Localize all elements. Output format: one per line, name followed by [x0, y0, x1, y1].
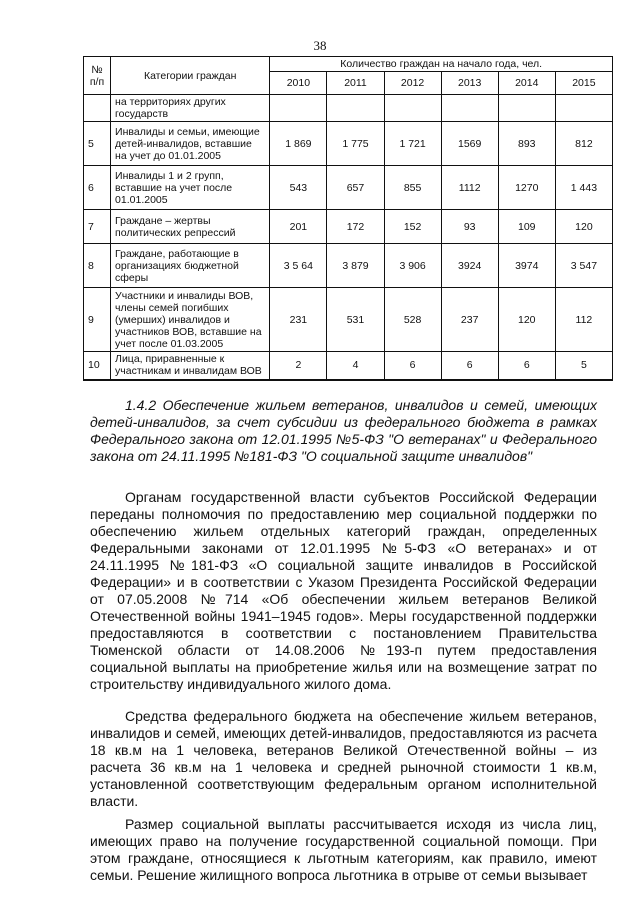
row-value: 1 721	[384, 122, 441, 166]
header-year: 2014	[498, 72, 555, 95]
table-header-row	[84, 57, 613, 72]
row-value	[498, 95, 555, 122]
row-value: 6	[384, 352, 441, 380]
row-value: 657	[327, 166, 384, 210]
table-row	[84, 244, 613, 288]
paragraph: Размер социальной выплаты рассчитывается исходя из числа лиц, имеющих право на получение государственной социальной помощи. При этом граждане, относящиеся к льготным категориям, как правило, имеют семьи. Решение жилищного вопроса льготника в отрыве от семьи вызывает	[90, 816, 597, 883]
row-value: 1 775	[327, 122, 384, 166]
header-year-group: Количество граждан на начало года, чел.	[270, 57, 613, 72]
row-value: 893	[498, 122, 555, 166]
row-value	[555, 95, 612, 122]
row-value: 237	[441, 288, 498, 352]
table-row	[84, 166, 613, 210]
row-index: 8	[84, 244, 111, 288]
row-value: 5	[555, 352, 612, 380]
row-value: 152	[384, 210, 441, 244]
row-value: 4	[327, 352, 384, 380]
row-value: 1 869	[270, 122, 327, 166]
row-value: 543	[270, 166, 327, 210]
row-value: 1270	[498, 166, 555, 210]
row-index: 6	[84, 166, 111, 210]
row-value: 528	[384, 288, 441, 352]
row-value: 172	[327, 210, 384, 244]
row-value: 3 906	[384, 244, 441, 288]
section-heading: 1.4.2 Обеспечение жильем ветеранов, инвалидов и семей, имеющих детей-инвалидов, за счет субсидии из федерального бюджета в рамках Федерального закона от 12.01.1995 №5-ФЗ "О ветеранах" и Федерального закона от 24.11.1995 №181-ФЗ "О социальной защите инвалидов"	[90, 397, 597, 464]
row-index: 5	[84, 122, 111, 166]
row-value: 109	[498, 210, 555, 244]
row-category: Участники и инвалиды ВОВ, члены семей погибших (умерших) инвалидов и участников ВОВ, вставшие на учет после 01.03.2005	[111, 288, 270, 352]
row-value: 1 443	[555, 166, 612, 210]
document-body	[90, 397, 597, 899]
page-number: 38	[313, 38, 327, 53]
row-value: 1112	[441, 166, 498, 210]
row-category: Инвалиды 1 и 2 групп, вставшие на учет после 01.01.2005	[111, 166, 270, 210]
paragraph: Средства федерального бюджета на обеспечение жильем ветеранов, инвалидов и семей, имеющих детей-инвалидов, предоставляются из расчета 18 кв.м на 1 человека, ветеранов Великой Отечественной войны – из расчета 36 кв.м на 1 человека и средней рыночной стоимости 1 кв.м, установленной соответствующим федеральным органом исполнительной власти.	[90, 708, 597, 809]
row-category: Граждане – жертвы политических репрессий	[111, 210, 270, 244]
table-row	[84, 352, 613, 380]
row-value: 531	[327, 288, 384, 352]
header-category: Категории граждан	[111, 57, 270, 95]
header-year: 2012	[384, 72, 441, 95]
row-category: Инвалиды и семьи, имеющие детей-инвалидов, вставшие на учет до 01.01.2005	[111, 122, 270, 166]
row-value	[384, 95, 441, 122]
table-row	[84, 122, 613, 166]
header-year: 2015	[555, 72, 612, 95]
row-value: 3 5 64	[270, 244, 327, 288]
row-value	[270, 95, 327, 122]
table-row	[84, 210, 613, 244]
table-row	[84, 288, 613, 352]
row-value: 201	[270, 210, 327, 244]
header-year: 2013	[441, 72, 498, 95]
row-value: 3 879	[327, 244, 384, 288]
row-value: 6	[441, 352, 498, 380]
row-value: 2	[270, 352, 327, 380]
row-value: 6	[498, 352, 555, 380]
header-year: 2010	[270, 72, 327, 95]
paragraph: Органам государственной власти субъектов Российской Федерации переданы полномочия по предоставлению мер социальной поддержки по обеспечению жильем отдельных категорий граждан, определенных Федеральными законами от 12.01.1995 №5-ФЗ «О ветеранах» и от 24.11.1995 №181-ФЗ «О социальной защите инвалидов в Российской Федерации» и в соответствии с Указом Президента Российской Федерации от 07.05.2008 №714 «Об обеспечении жильем ветеранов Великой Отечественной войны 1941–1945 годов». Меры государственной поддержки предоставляются в соответствии с постановлением Правительства Тюменской области от 14.08.2006 №193-п путем предоставления социальной выплаты на приобретение жилья или на возмещение затрат по строительству индивидуального жилого дома.	[90, 489, 597, 692]
housing-queue-table	[83, 56, 613, 381]
row-value: 3974	[498, 244, 555, 288]
row-value: 855	[384, 166, 441, 210]
header-index: № п/п	[84, 57, 111, 95]
row-value: 3924	[441, 244, 498, 288]
row-value: 1569	[441, 122, 498, 166]
row-value: 3 547	[555, 244, 612, 288]
row-value: 231	[270, 288, 327, 352]
row-value: 812	[555, 122, 612, 166]
row-index: 9	[84, 288, 111, 352]
row-category: на территориях других государств	[111, 95, 270, 122]
table-row	[84, 95, 613, 122]
row-value: 120	[498, 288, 555, 352]
row-index	[84, 95, 111, 122]
row-value: 120	[555, 210, 612, 244]
row-value	[441, 95, 498, 122]
header-year: 2011	[327, 72, 384, 95]
row-value	[327, 95, 384, 122]
row-index: 7	[84, 210, 111, 244]
row-category: Граждане, работающие в организациях бюджетной сферы	[111, 244, 270, 288]
row-index: 10	[84, 352, 111, 380]
row-category: Лица, приравненные к участникам и инвалидам ВОВ	[111, 352, 270, 380]
row-value: 112	[555, 288, 612, 352]
row-value: 93	[441, 210, 498, 244]
